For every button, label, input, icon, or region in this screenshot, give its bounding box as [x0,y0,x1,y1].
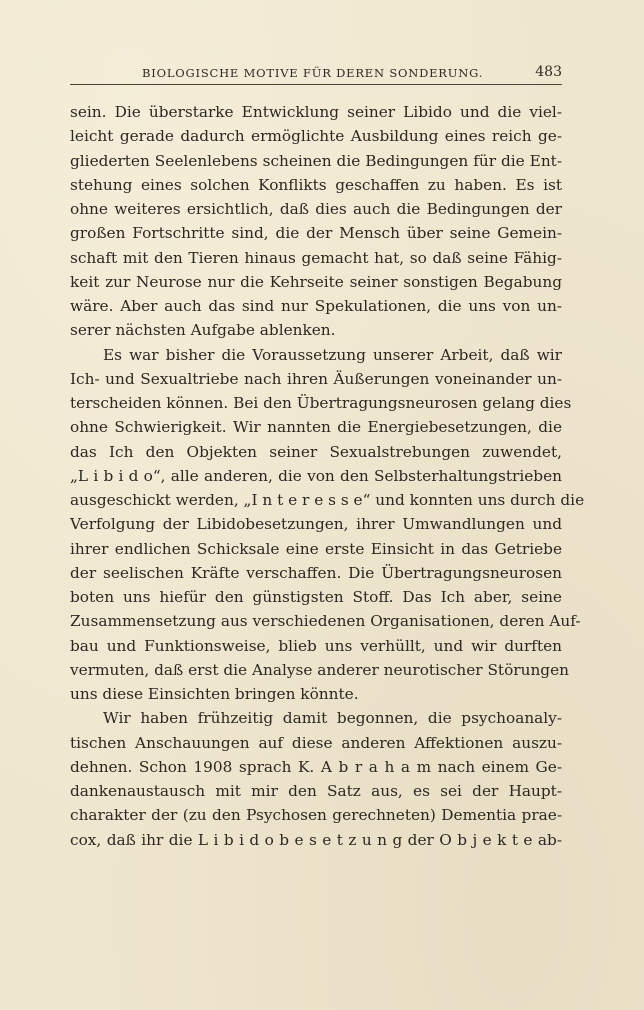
text-line: stehung eines solchen Konflikts geschaffen zu haben. Es ist [70,175,562,194]
text-line: ohne weiteres ersichtlich, daß dies auch die Bedingungen der [70,200,562,218]
body-text [70,100,585,852]
text-line: charakter der (zu den Psychosen gerechneten) Dementia prae- [70,806,562,825]
header-rule [70,84,562,85]
text-line: serer nächsten Aufgabe ablenken. [70,321,336,340]
text-line: Zusammensetzung aus verschiedenen Organisationen, deren Auf- [70,612,581,631]
text-line: tischen Anschauungen auf diese anderen Affektionen auszu- [70,733,562,752]
text-line: Ich- und Sexualtriebe nach ihren Äußerungen voneinander un- [70,369,562,388]
text-line: cox, daß ihr die L i b i d o b e s e t z u n g der O b j e k t e ab- [70,830,562,849]
text-line: wäre. Aber auch das sind nur Spekulationen, die uns von un- [70,297,562,315]
text-line: gliederten Seelenlebens scheinen die Bedingungen für die Ent- [70,151,562,170]
text-line: ausgeschickt werden, „I n t e r e s s e“ und konnten uns durch die [70,491,585,509]
text-line: uns diese Einsichten bringen könnte. [70,685,359,703]
text-line: „L i b i d o“, alle anderen, die von den Selbsterhaltungstrieben [70,466,562,485]
text-line: ohne Schwierigkeit. Wir nannten die Energiebesetzungen, die [70,418,562,437]
text-line: großen Fortschritte sind, die der Mensch über seine Gemein- [70,224,562,243]
page-number: 483 [535,64,562,80]
text-line: Verfolgung der Libidobesetzungen, ihrer Umwandlungen und [70,515,562,534]
text-line: vermuten, daß erst die Analyse anderer neurotischer Störungen [70,660,569,679]
text-line: sein. Die überstarke Entwicklung seiner Libido und die viel- [70,103,562,121]
text-line: dankenaustausch mit mir den Satz aus, es sei der Haupt- [70,782,562,800]
text-line: terscheiden können. Bei den Übertragungsneurosen gelang dies [70,394,572,412]
text-line: leicht gerade dadurch ermöglichte Ausbildung eines reich ge- [70,127,562,146]
text-line: Es war bisher die Voraussetzung unserer Arbeit, daß wir [103,345,562,364]
text-line: der seelischen Kräfte verschaffen. Die Übertragungsneurosen [70,563,562,582]
running-head [70,62,562,84]
text-line: schaft mit den Tieren hinaus gemacht hat, so daß seine Fähig- [70,248,562,267]
text-line: ihrer endlichen Schicksale eine erste Einsicht in das Getriebe [70,539,562,558]
text-line: boten uns hiefür den günstigsten Stoff. Das Ich aber, seine [70,588,562,606]
text-line: dehnen. Schon 1908 sprach K. A b r a h a m nach einem Ge- [70,757,562,776]
running-title: BIOLOGISCHE MOTIVE FÜR DEREN SONDERUNG. [142,66,484,80]
text-line: Wir haben frühzeitig damit begonnen, die psychoanaly- [103,709,562,728]
text-line: keit zur Neurose nur die Kehrseite seiner sonstigen Begabung [70,272,562,291]
text-line: das Ich den Objekten seiner Sexualstrebungen zuwendet, [70,442,562,461]
text-line: bau und Funktionsweise, blieb uns verhüllt, und wir durften [70,636,562,655]
